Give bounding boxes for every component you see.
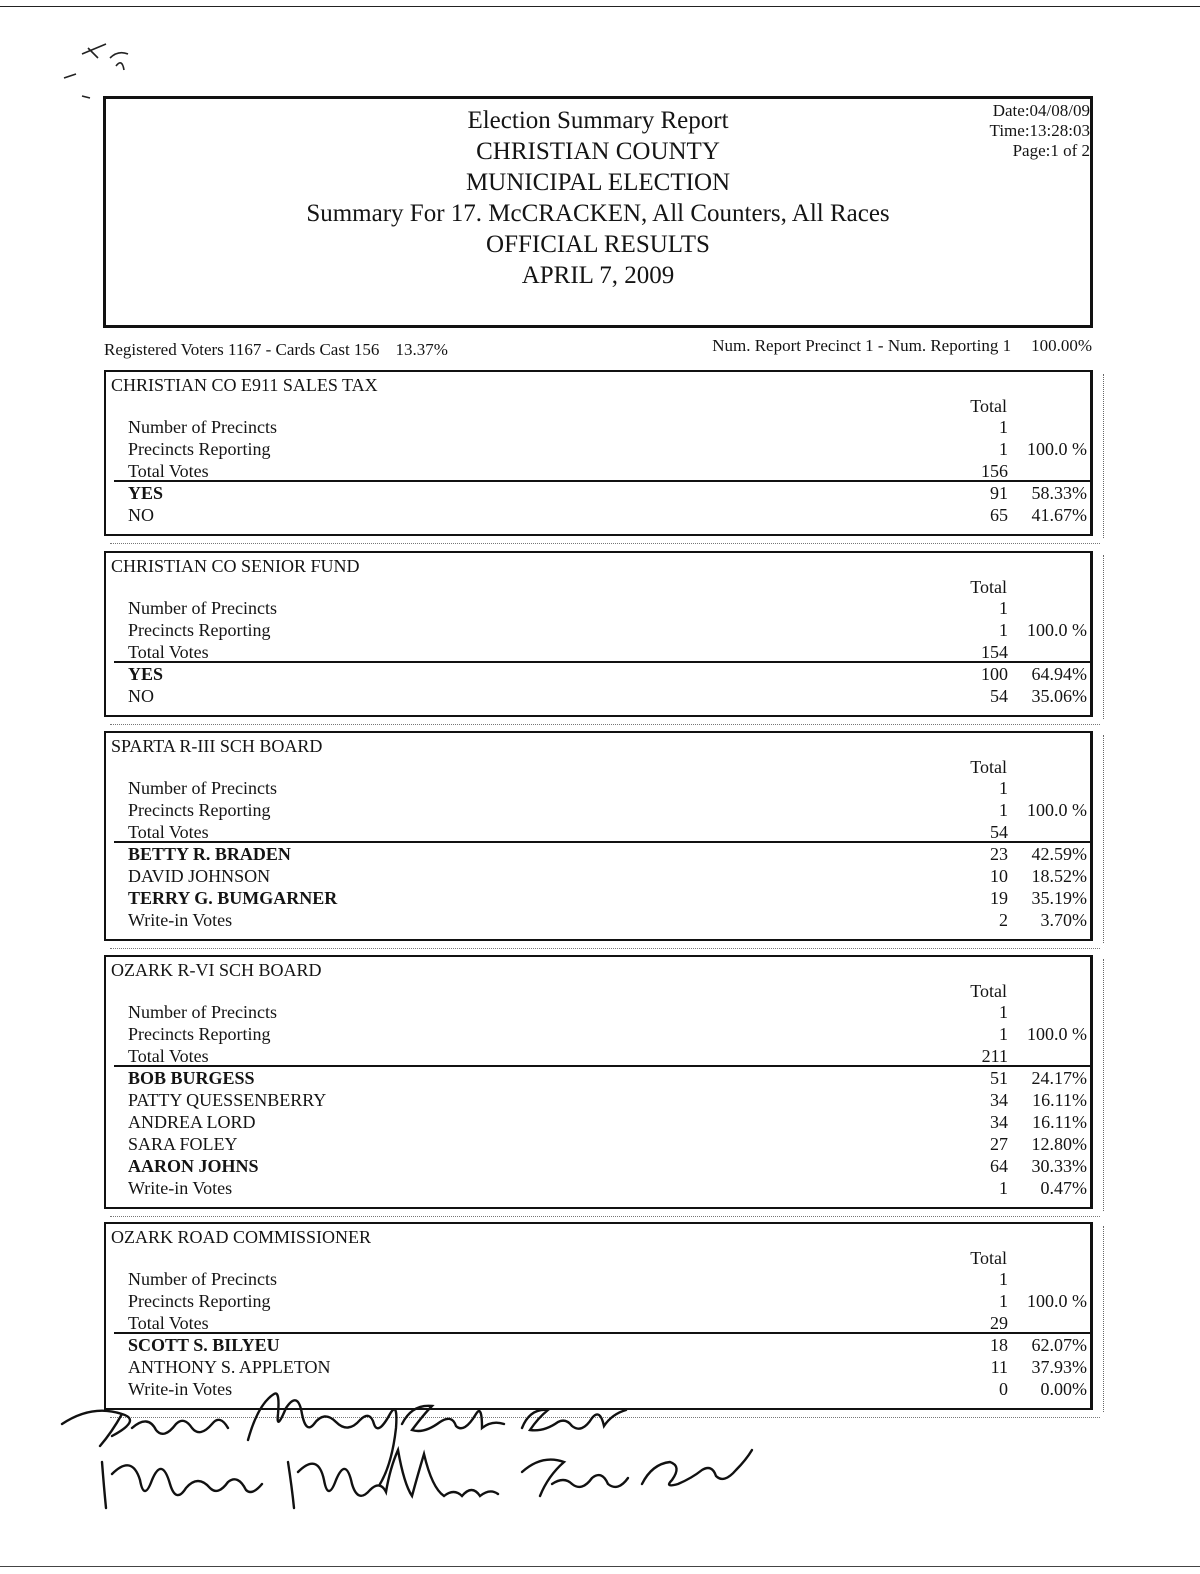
row-label: Total Votes <box>128 822 209 842</box>
row-votes: 23 <box>990 844 1008 864</box>
row-percent: 0.00% <box>1040 1379 1087 1399</box>
choice-row <box>106 865 1090 887</box>
row-votes: 51 <box>990 1068 1008 1088</box>
row-label: Precincts Reporting <box>128 439 271 459</box>
row-percent: 0.47% <box>1040 1178 1087 1198</box>
row-label: Write-in Votes <box>128 1379 233 1399</box>
race-title: OZARK R-VI SCH BOARD <box>111 960 322 980</box>
row-votes: 211 <box>981 1046 1008 1066</box>
row-votes: 1 <box>999 1291 1008 1311</box>
total-votes-row <box>106 1312 1090 1334</box>
row-label: SCOTT S. BILYEU <box>128 1335 280 1355</box>
registered-cards-text: Registered Voters 1167 - Cards Cast 156 <box>104 340 380 359</box>
row-percent: 18.52% <box>1031 866 1087 886</box>
report-meta <box>990 101 1090 161</box>
report-date: Date:04/08/09 <box>992 101 1090 120</box>
row-label: BETTY R. BRADEN <box>128 844 291 864</box>
row-votes: 100 <box>981 664 1008 684</box>
row-label: YES <box>128 483 164 503</box>
row-percent: 42.59% <box>1031 844 1087 864</box>
row-percent: 24.17% <box>1031 1068 1087 1088</box>
report-title: Election Summary Report <box>467 107 729 134</box>
row-votes: 64 <box>990 1156 1008 1176</box>
row-votes: 34 <box>990 1112 1008 1132</box>
row-votes: 156 <box>981 461 1008 481</box>
row-votes: 1 <box>999 778 1008 798</box>
reporting-pct: 100.00% <box>1031 336 1092 355</box>
row-label: Precincts Reporting <box>128 620 271 640</box>
registered-voters-summary <box>104 340 448 360</box>
choice-row <box>106 1334 1090 1356</box>
total-column-header: Total <box>970 396 1007 416</box>
row-percent: 30.33% <box>1031 1156 1087 1176</box>
choice-row <box>106 1089 1090 1111</box>
choice-row <box>106 909 1090 931</box>
number-of-precincts-row <box>106 416 1090 438</box>
row-label: Write-in Votes <box>128 910 233 930</box>
race-title: CHRISTIAN CO E911 SALES TAX <box>111 375 378 395</box>
row-label: Total Votes <box>128 1046 209 1066</box>
race-box <box>104 955 1093 1209</box>
row-percent: 100.0 % <box>1027 1291 1087 1311</box>
race-title: CHRISTIAN CO SENIOR FUND <box>111 556 360 576</box>
row-votes: 1 <box>999 1269 1008 1289</box>
precinct-reporting-text: Num. Report Precinct 1 - Num. Reporting 1 <box>712 336 1012 355</box>
report-header-box <box>103 96 1093 328</box>
choice-row <box>106 843 1090 865</box>
row-votes: 1 <box>999 598 1008 618</box>
total-votes-row <box>106 641 1090 663</box>
row-percent: 100.0 % <box>1027 1024 1087 1044</box>
row-votes: 18 <box>990 1335 1008 1355</box>
turnout-pct: 13.37% <box>395 340 448 359</box>
signatures-image <box>52 1384 772 1524</box>
row-votes: 10 <box>990 866 1008 886</box>
choice-row <box>106 1133 1090 1155</box>
total-column-header: Total <box>970 577 1007 597</box>
choice-row <box>106 1177 1090 1199</box>
number-of-precincts-row <box>106 597 1090 619</box>
precinct-reporting-summary <box>712 336 1092 356</box>
report-page: Page:1 of 2 <box>1012 141 1090 160</box>
row-votes: 65 <box>990 505 1008 525</box>
row-label: Precincts Reporting <box>128 1024 271 1044</box>
number-of-precincts-row <box>106 1001 1090 1023</box>
row-votes: 1 <box>999 620 1008 640</box>
row-label: Total Votes <box>128 1313 209 1333</box>
choice-row <box>106 1356 1090 1378</box>
row-label: TERRY G. BUMGARNER <box>128 888 338 908</box>
number-of-precincts-row <box>106 777 1090 799</box>
row-percent: 35.19% <box>1031 888 1087 908</box>
number-of-precincts-row <box>106 1268 1090 1290</box>
row-percent: 35.06% <box>1031 686 1087 706</box>
row-votes: 27 <box>990 1134 1008 1154</box>
total-votes-row <box>106 821 1090 843</box>
summary-for: Summary For 17. McCRACKEN, All Counters, All Races <box>306 200 890 227</box>
header-titles <box>106 105 1090 291</box>
row-label: DAVID JOHNSON <box>128 866 271 886</box>
total-votes-row <box>106 1045 1090 1067</box>
report-time: Time:13:28:03 <box>989 121 1090 140</box>
choice-row <box>106 887 1090 909</box>
row-percent: 37.93% <box>1031 1357 1087 1377</box>
row-votes: 34 <box>990 1090 1008 1110</box>
total-column-header: Total <box>970 981 1007 1001</box>
precincts-reporting-row <box>106 438 1090 460</box>
total-column-header: Total <box>970 757 1007 777</box>
row-label: Number of Precincts <box>128 778 277 798</box>
election-date: APRIL 7, 2009 <box>521 262 675 289</box>
row-label: ANDREA LORD <box>128 1112 256 1132</box>
row-label: ANTHONY S. APPLETON <box>128 1357 331 1377</box>
row-percent: 64.94% <box>1031 664 1087 684</box>
row-percent: 100.0 % <box>1027 620 1087 640</box>
row-votes: 0 <box>999 1379 1008 1399</box>
row-label: Precincts Reporting <box>128 1291 271 1311</box>
race-box <box>104 551 1093 717</box>
race-title: OZARK ROAD COMMISSIONER <box>111 1227 372 1247</box>
race-box <box>104 1222 1093 1410</box>
bottom-scan-rule <box>0 1566 1200 1567</box>
row-votes: 54 <box>990 686 1008 706</box>
row-votes: 1 <box>999 1178 1008 1198</box>
race-box <box>104 731 1093 941</box>
choice-row <box>106 1155 1090 1177</box>
row-label: SARA FOLEY <box>128 1134 238 1154</box>
row-votes: 91 <box>990 483 1008 503</box>
row-label: Number of Precincts <box>128 1269 277 1289</box>
row-percent: 16.11% <box>1032 1112 1087 1132</box>
choice-row <box>106 482 1090 504</box>
row-votes: 1 <box>999 800 1008 820</box>
row-percent: 41.67% <box>1031 505 1087 525</box>
row-votes: 1 <box>999 439 1008 459</box>
row-percent: 62.07% <box>1031 1335 1087 1355</box>
election-name: MUNICIPAL ELECTION <box>465 169 731 196</box>
row-votes: 1 <box>999 1002 1008 1022</box>
row-label: Total Votes <box>128 642 209 662</box>
precincts-reporting-row <box>106 1290 1090 1312</box>
choice-row <box>106 504 1090 526</box>
choice-row <box>106 685 1090 707</box>
row-label: Number of Precincts <box>128 1002 277 1022</box>
precincts-reporting-row <box>106 619 1090 641</box>
row-percent: 100.0 % <box>1027 439 1087 459</box>
row-label: Total Votes <box>128 461 209 481</box>
row-percent: 100.0 % <box>1027 800 1087 820</box>
row-percent: 58.33% <box>1031 483 1087 503</box>
row-label: PATTY QUESSENBERRY <box>128 1090 327 1110</box>
row-label: Number of Precincts <box>128 598 277 618</box>
race-box <box>104 370 1093 536</box>
row-label: Number of Precincts <box>128 417 277 437</box>
top-scan-rule <box>0 6 1200 7</box>
choice-row <box>106 663 1090 685</box>
row-percent: 3.70% <box>1040 910 1087 930</box>
row-votes: 11 <box>990 1357 1008 1377</box>
choice-row <box>106 1111 1090 1133</box>
precincts-reporting-row <box>106 799 1090 821</box>
row-label: Write-in Votes <box>128 1178 233 1198</box>
row-votes: 154 <box>981 642 1008 662</box>
race-title: SPARTA R-III SCH BOARD <box>111 736 323 756</box>
results-status: OFFICIAL RESULTS <box>486 231 710 258</box>
row-label: AARON JOHNS <box>128 1156 259 1176</box>
row-label: NO <box>128 686 154 706</box>
row-votes: 2 <box>999 910 1008 930</box>
row-votes: 19 <box>990 888 1008 908</box>
row-votes: 54 <box>990 822 1008 842</box>
row-label: BOB BURGESS <box>128 1068 255 1088</box>
row-percent: 16.11% <box>1032 1090 1087 1110</box>
total-column-header: Total <box>970 1248 1007 1268</box>
row-label: NO <box>128 505 154 525</box>
total-votes-row <box>106 460 1090 482</box>
county-name: CHRISTIAN COUNTY <box>476 138 720 165</box>
row-votes: 29 <box>990 1313 1008 1333</box>
choice-row <box>106 1067 1090 1089</box>
row-votes: 1 <box>999 417 1008 437</box>
row-percent: 12.80% <box>1031 1134 1087 1154</box>
row-votes: 1 <box>999 1024 1008 1044</box>
row-label: Precincts Reporting <box>128 800 271 820</box>
row-label: YES <box>128 664 164 684</box>
precincts-reporting-row <box>106 1023 1090 1045</box>
